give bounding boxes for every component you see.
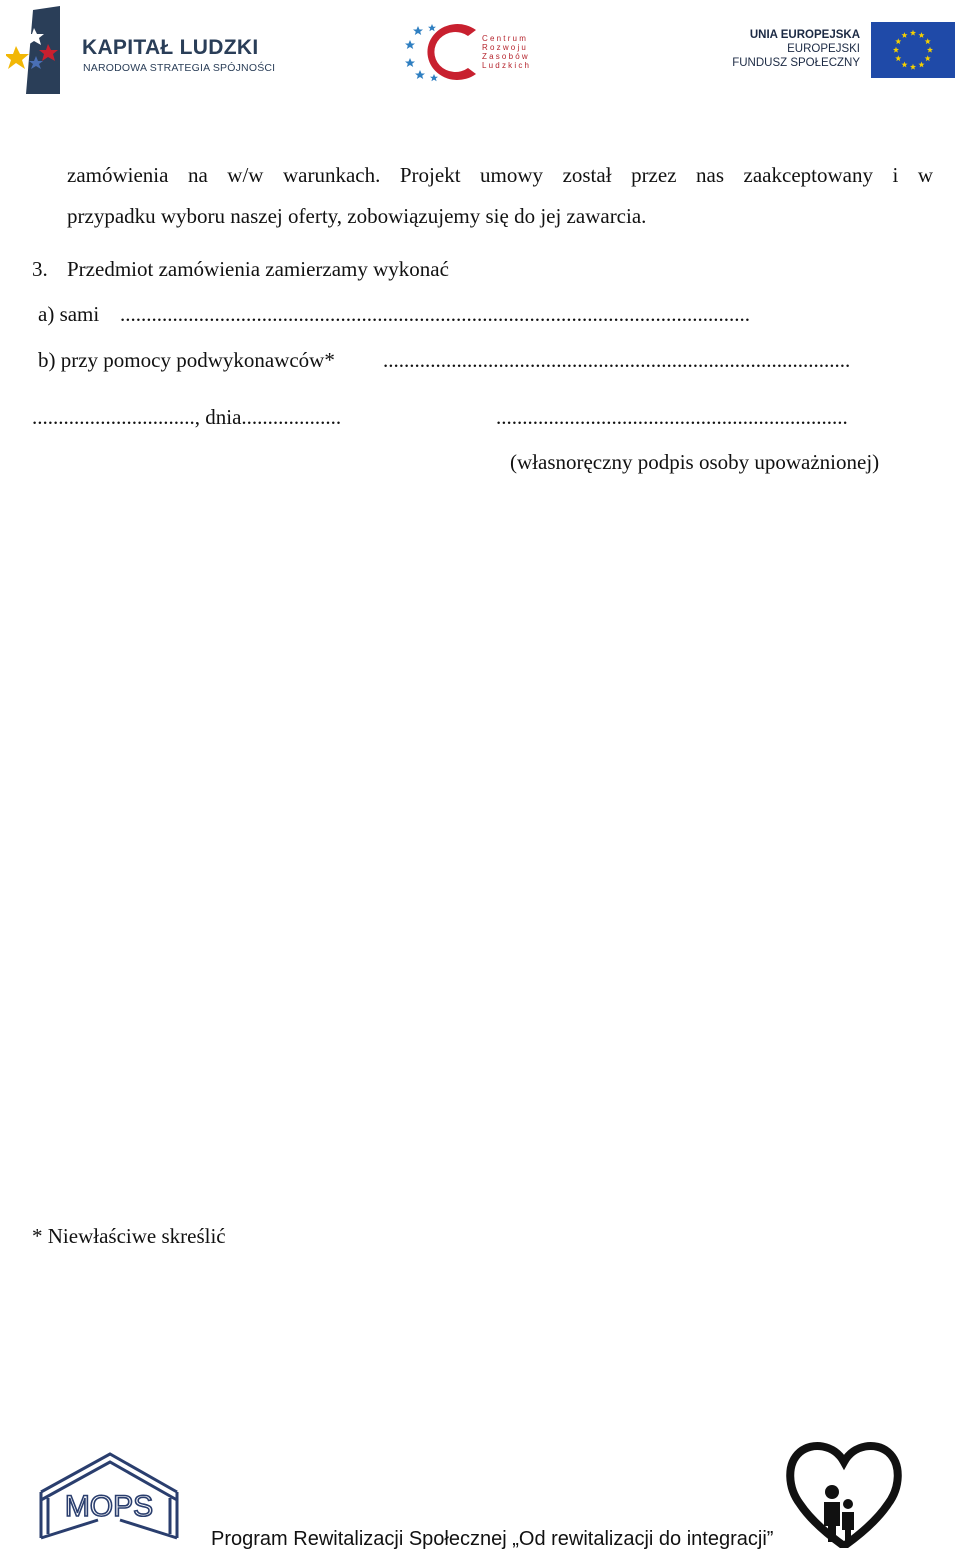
paragraph-line-2: przypadku wyboru naszej oferty, zobowiązujemy się do jej zawarcia. (67, 204, 647, 228)
kapital-ludzki-title: KAPITAŁ LUDZKI (82, 36, 259, 59)
ue-line-2: EUROPEJSKI (787, 43, 860, 55)
place-date-line: ..............................., dnia................... (32, 405, 342, 429)
program-footer-text: Program Rewitalizacji Społecznej „Od rewitalizacji do integracji” (211, 1528, 774, 1550)
option-b-label: b) przy pomocy podwykonawców* (38, 348, 335, 372)
crzl-line-1: Centrum (482, 34, 529, 43)
crzl-logo (404, 20, 532, 84)
signature-line: ................................................................... (496, 405, 848, 429)
kapital-ludzki-logo (6, 6, 286, 96)
eu-flag-icon (871, 22, 955, 78)
crzl-line-2: Rozwoju (482, 43, 529, 52)
mops-logo (38, 1450, 180, 1542)
option-a-fill-line: ........................................................................................................................ (120, 302, 750, 326)
ue-logo (730, 22, 955, 80)
item-3-text: Przedmiot zamówienia zamierzamy wykonać (67, 257, 449, 281)
option-a-label: a) sami (38, 302, 100, 326)
item-3-number: 3. (32, 257, 48, 281)
kapital-ludzki-subtitle: NARODOWA STRATEGIA SPÓJNOŚCI (83, 62, 276, 74)
paragraph-line-1: zamówienia na w/w warunkach. Projekt umowy został przez nas zaakceptowany i w (67, 163, 933, 187)
mops-house-icon (38, 1450, 180, 1542)
ue-text (720, 28, 860, 70)
ue-line-1: UNIA EUROPEJSKA (749, 29, 860, 41)
crzl-text (482, 34, 531, 70)
kapital-ludzki-emblem-icon (6, 6, 66, 96)
footnote: * Niewłaściwe skreślić (32, 1224, 226, 1248)
crzl-emblem-icon (404, 20, 484, 84)
heart-family-logo (786, 1438, 902, 1548)
heart-family-icon (786, 1438, 902, 1548)
signature-caption: (własnoręczny podpis osoby upoważnionej) (510, 450, 880, 474)
mops-logo-text: MOPS (64, 1490, 154, 1523)
ue-line-3: FUNDUSZ SPOŁECZNY (732, 57, 860, 69)
crzl-line-3: Zasobów (482, 52, 530, 61)
crzl-line-4: Ludzkich (482, 61, 532, 70)
option-b-fill-line: ......................................................................................... (383, 348, 851, 372)
